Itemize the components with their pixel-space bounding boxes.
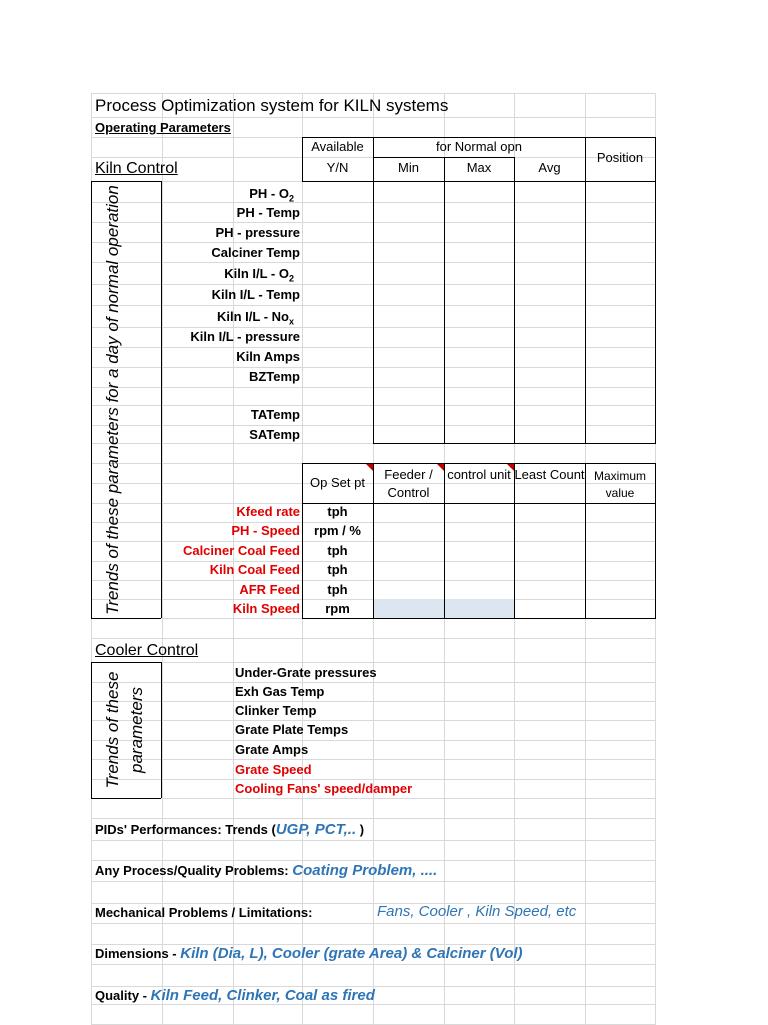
header-feeder-control: Feeder / Control bbox=[384, 467, 433, 500]
gridline bbox=[91, 638, 656, 639]
table-border bbox=[373, 137, 374, 443]
gridline bbox=[91, 740, 656, 741]
feed-name: Calciner Coal Feed bbox=[182, 543, 300, 558]
feed-unit: rpm bbox=[325, 601, 350, 616]
cooler-trends-side-label: Trends of these parameters bbox=[103, 671, 146, 789]
param-ta-temp: TATemp bbox=[250, 407, 300, 422]
table-border bbox=[302, 463, 656, 464]
gridline bbox=[91, 860, 656, 861]
header-control-unit: control unit bbox=[447, 467, 511, 482]
pids-line: PIDs' Performances: Trends (UGP, PCT,.. ) bbox=[95, 821, 365, 838]
header-min: Min bbox=[398, 160, 419, 175]
page-title: Process Optimization system for KILN systems bbox=[95, 96, 449, 115]
cooler-control-heading: Cooler Control bbox=[95, 642, 199, 659]
header-available: Available bbox=[311, 139, 364, 154]
header-yn: Y/N bbox=[326, 160, 349, 175]
gridline bbox=[91, 818, 656, 819]
gridline bbox=[91, 923, 656, 924]
header-max: Max bbox=[466, 160, 492, 175]
table-border bbox=[444, 463, 445, 618]
cooler-item: Under-Grate pressures bbox=[235, 665, 377, 680]
table-border bbox=[302, 181, 656, 182]
gridline bbox=[91, 964, 656, 965]
header-position: Position bbox=[596, 150, 644, 165]
quality-line: Quality - Kiln Feed, Clinker, Coal as fired bbox=[95, 987, 375, 1004]
side-box-border bbox=[91, 618, 161, 619]
feed-unit: tph bbox=[327, 562, 348, 577]
table-border bbox=[302, 618, 656, 619]
header-for-normal-opn: for Normal opn bbox=[436, 139, 522, 154]
table-border bbox=[444, 157, 445, 443]
gridline bbox=[91, 701, 656, 702]
side-box-border bbox=[161, 662, 162, 798]
mechanical-problems-value: Fans, Cooler , Kiln Speed, etc bbox=[377, 903, 577, 920]
cooler-item: Cooling Fans' speed/damper bbox=[235, 781, 413, 796]
table-border bbox=[373, 443, 656, 444]
gridline bbox=[91, 798, 656, 799]
header-least-count: Least Count bbox=[514, 467, 585, 482]
feed-unit: tph bbox=[327, 543, 348, 558]
feed-name: AFR Feed bbox=[239, 582, 300, 597]
side-box-border bbox=[91, 798, 161, 799]
feed-name: Kiln Speed bbox=[232, 601, 300, 616]
gridline bbox=[91, 1004, 656, 1005]
side-box-border bbox=[91, 181, 92, 618]
param-calciner-temp: Calciner Temp bbox=[211, 245, 300, 260]
gridline bbox=[91, 759, 656, 760]
table-border bbox=[302, 137, 656, 138]
param-kiln-il-pressure: Kiln I/L - pressure bbox=[190, 329, 300, 344]
cooler-item: Clinker Temp bbox=[235, 703, 317, 718]
feed-name: Kfeed rate bbox=[236, 504, 300, 519]
param-kiln-il-temp: Kiln I/L - Temp bbox=[211, 287, 300, 302]
process-problems-line: Any Process/Quality Problems: Coating Problem, .... bbox=[95, 862, 438, 879]
feed-unit: rpm / % bbox=[314, 523, 361, 538]
kiln-control-heading: Kiln Control bbox=[95, 160, 178, 177]
cooler-item: Exh Gas Temp bbox=[235, 684, 325, 699]
cooler-item: Grate Amps bbox=[235, 742, 309, 757]
gridline bbox=[91, 881, 656, 882]
header-maximum-value: Maximum value bbox=[593, 469, 646, 500]
side-box-border bbox=[161, 181, 162, 618]
gridline bbox=[91, 682, 656, 683]
gridline bbox=[91, 840, 656, 841]
gridline bbox=[91, 779, 656, 780]
param-ph-temp: PH - Temp bbox=[236, 205, 300, 220]
table-border bbox=[655, 463, 656, 618]
feed-name: PH - Speed bbox=[231, 523, 300, 538]
gridline bbox=[91, 93, 656, 94]
param-bz-temp: BZTemp bbox=[248, 369, 300, 384]
table-border bbox=[514, 157, 515, 443]
table-border bbox=[655, 137, 656, 443]
param-kiln-il-o2: Kiln $I/L - O_2$ bbox=[224, 266, 294, 284]
header-avg: Avg bbox=[538, 160, 561, 175]
cooler-item: Grate Plate Temps bbox=[235, 722, 349, 737]
header-op-set-pt: Op Set pt bbox=[310, 475, 365, 490]
feed-unit: tph bbox=[327, 504, 348, 519]
param-ph-o2: PH - $O_2$ bbox=[249, 186, 294, 204]
kiln-trends-side-label: Trends of these parameters for a day of normal operation bbox=[103, 185, 122, 615]
gridline bbox=[91, 117, 656, 118]
comment-indicator[interactable] bbox=[366, 464, 373, 471]
param-kiln-amps: Kiln Amps bbox=[236, 349, 300, 364]
gridline bbox=[91, 662, 656, 663]
feed-unit: tph bbox=[327, 582, 348, 597]
table-border bbox=[514, 463, 515, 618]
param-kiln-il-nox: Kiln $I/L - No_x$ bbox=[217, 309, 294, 327]
param-ph-pressure: PH - pressure bbox=[215, 225, 300, 240]
table-border bbox=[585, 137, 586, 443]
feed-name: Kiln Coal Feed bbox=[209, 562, 300, 577]
mechanical-problems-label: Mechanical Problems / Limitations: bbox=[95, 905, 313, 920]
side-box-border bbox=[91, 662, 92, 798]
cooler-item: Grate Speed bbox=[235, 762, 312, 777]
gridline bbox=[91, 720, 656, 721]
dimensions-line: Dimensions - Kiln (Dia, L), Cooler (grate Area) & Calciner (Vol) bbox=[95, 945, 523, 962]
param-sa-temp: SATemp bbox=[249, 427, 300, 442]
operating-parameters-label: Operating Parameters bbox=[95, 120, 231, 135]
